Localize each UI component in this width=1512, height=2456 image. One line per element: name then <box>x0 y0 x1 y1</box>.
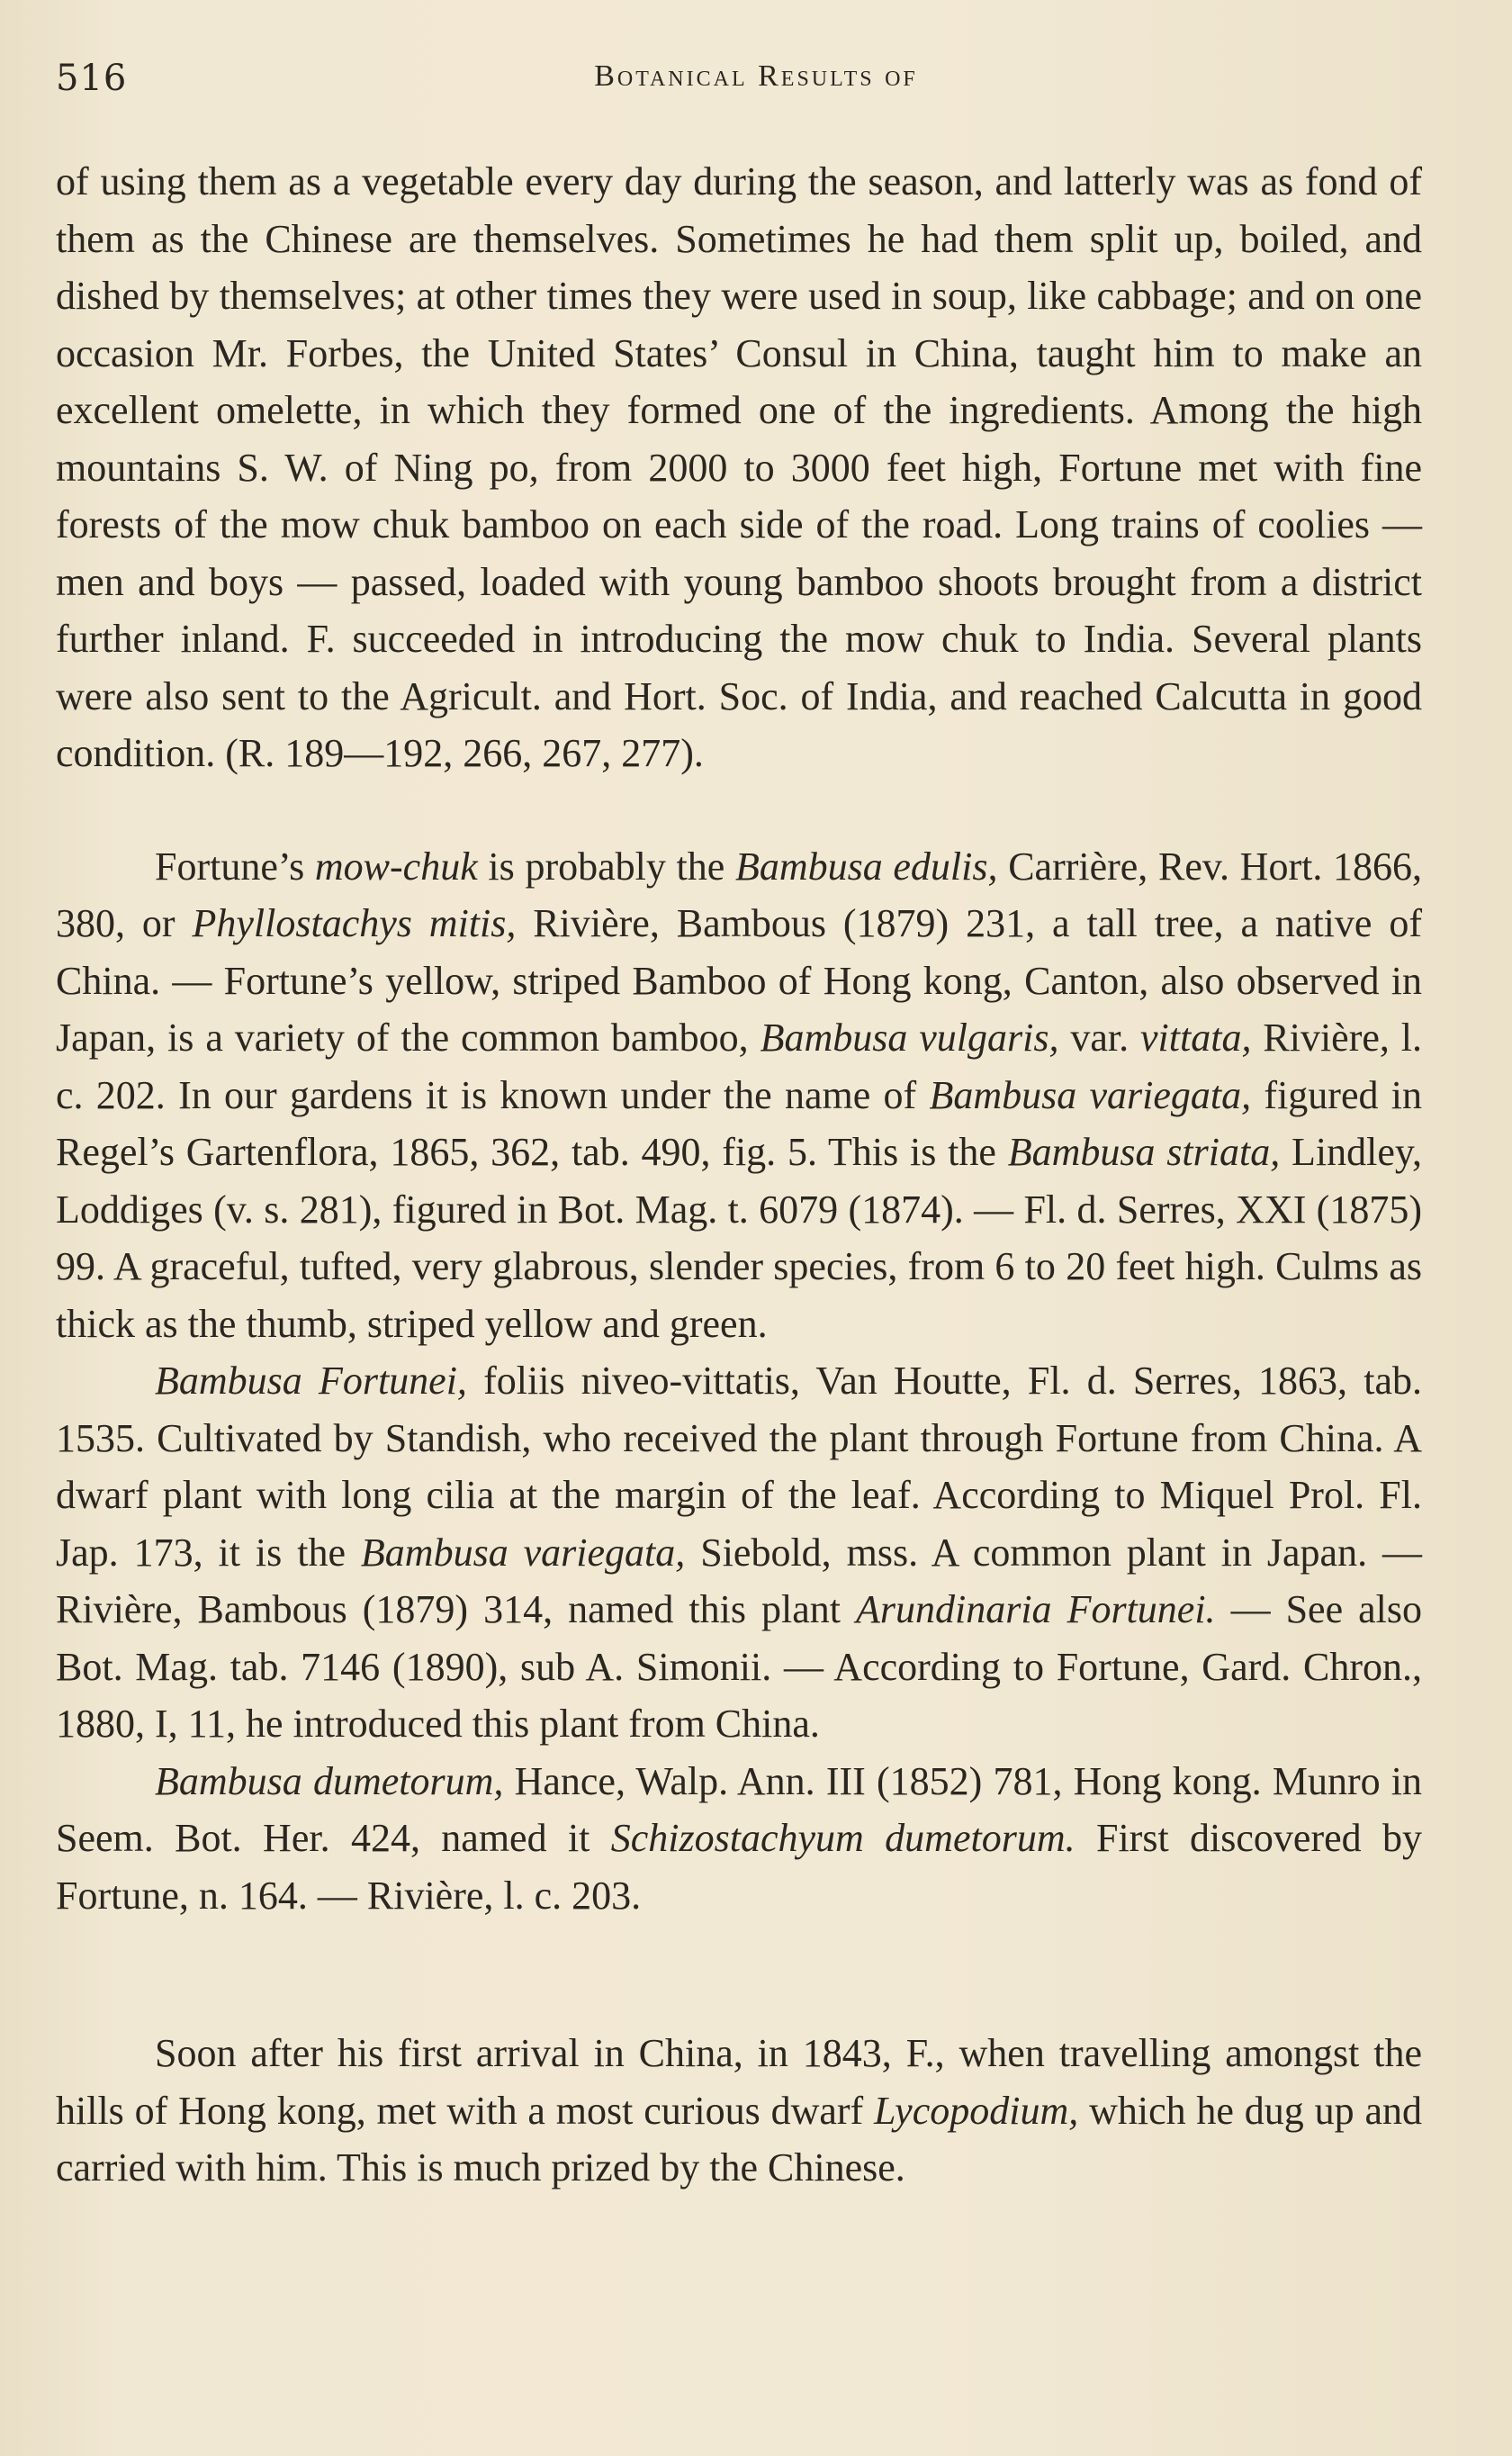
paragraph-3: Bambusa Fortunei, foliis niveo-vittatis, Van Houtte, Fl. d. Serres, 1863, tab. 1535. Cultivated by Standish, who received the plant through Fortune from China. A dwarf plant with long cilia at the margin of the leaf. According to Miquel Prol. Fl. Jap. 173, it is the Bambusa variegata, Siebold, mss. A common plant in Japan. — Rivière, Bambous (1879) 314, named this plant Arundinaria Fortunei. — See also Bot. Mag. tab. 7146 (1890), sub A. Simonii. — According to Fortune, Gard. Chron., 1880, I, 11, he introduced this plant from China. <box>56 1359 1423 1746</box>
paragraph-2: Fortune’s mow-chuk is probably the Bambusa edulis, Carrière, Rev. Hort. 1866, 380, or Phyllostachys mitis, Rivière, Bambous (1879) 231, a tall tree, a native of China. — Fortune’s yellow, striped Bamboo of Hong kong, Canton, also observed in Japan, is a variety of the common bamboo, Bambusa vulgaris, var. vittata, Rivière, l. c. 202. In our gardens it is known under the name of Bambusa variegata, figured in Regel’s Gartenflora, 1865, 362, tab. 490, fig. 5. This is the Bambusa striata, Lindley, Loddiges (v. s. 281), figured in Bot. Mag. t. 6079 (1874). — Fl. d. Serres, XXI (1875) 99. A graceful, tufted, very glabrous, slender species, from 6 to 20 feet high. Culms as thick as the thumb, striped yellow and green. <box>56 844 1423 1346</box>
body-text <box>56 153 1422 2197</box>
page-number: 516 <box>56 58 128 99</box>
paragraph-1: of using them as a vegetable every day during the season, and latterly was as fond of them as the Chinese are themselves. Sometimes he had them split up, boiled, and dished by themselves; at other times they were used in soup, like cabbage; and on one occasion Mr. Forbes, the United States’ Consul in China, taught him to make an excellent omelette, in which they formed one of the ingredients. Among the high mountains S. W. of Ning po, from 2000 to 3000 feet high, Fortune met with fine forests of the mow chuk bamboo on each side of the road. Long trains of coolies — men and boys — passed, loaded with young bamboo shoots brought from a district further inland. F. succeeded in introducing the mow chuk to India. Several plants were also sent to the Agricult. and Hort. Soc. of India, and reached Calcutta in good condition. (R. 189—192, 266, 267, 277). <box>56 159 1422 775</box>
paragraph-5: Soon after his first arrival in China, in 1843, F., when travelling amongst the hills of Hong kong, met with a most curious dwarf Lycopodium, which he dug up and carried with him. This is much prized by the Chinese. <box>56 2031 1422 2190</box>
running-head: Botanical Results of <box>594 59 918 93</box>
page-header <box>56 58 1456 112</box>
paragraph-4: Bambusa dumetorum, Hance, Walp. Ann. III (1852) 781, Hong kong. Munro in Seem. Bot. Her. 424, named it Schizostachyum dumetorum. First discovered by Fortune, n. 164. — Rivière, l. c. 203. <box>56 1758 1423 1918</box>
